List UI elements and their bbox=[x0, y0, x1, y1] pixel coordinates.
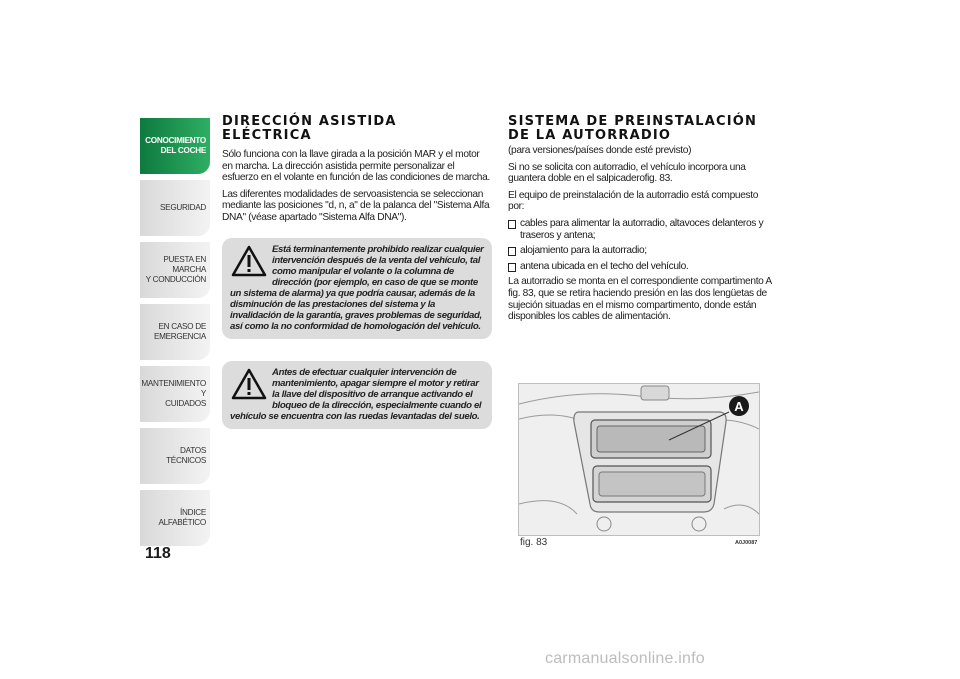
dashboard-illustration bbox=[519, 384, 759, 535]
figure-code: A0J0087 bbox=[735, 540, 758, 546]
page-number: 118 bbox=[145, 545, 171, 562]
section-title-autorradio-2: DE LA AUTORRADIO bbox=[508, 128, 672, 143]
warning-box bbox=[222, 361, 492, 429]
checkbox-bullet-icon bbox=[508, 220, 516, 229]
section-title-autorradio-1: SISTEMA DE PREINSTALACIÓN bbox=[508, 114, 758, 129]
section-title-direccion: DIRECCIÓN ASISTIDA ELÉCTRICA bbox=[222, 114, 397, 143]
warning-box bbox=[222, 238, 492, 339]
warning-text: Antes de efectuar cualquier intervención de mantenimiento, apagar siempre el motor y retirar la llave del dispositivo de arranque activando el bloqueo de la dirección, especialmente cuando el vehículo se encuentra con las ruedas levantadas del suelo. bbox=[230, 366, 482, 422]
figure-83-radio-compartment bbox=[518, 383, 760, 536]
tab-conocimiento-del-coche[interactable]: CONOCIMIENTO DEL COCHE bbox=[140, 118, 210, 174]
right-column bbox=[508, 115, 776, 328]
paragraph: La autorradio se monta en el correspondiente compartimento A fig. 83, que se retira haciendo presión en las dos lengüetas de sujeción situadas en el mismo compartimento, donde están disponibles los cables de alimentación. bbox=[508, 276, 772, 323]
figure-label-a: A bbox=[734, 399, 744, 414]
list-item: antena ubicada en el techo del vehículo. bbox=[508, 261, 776, 273]
tab-seguridad[interactable]: SEGURIDAD bbox=[140, 180, 210, 236]
tab-indice-alfabetico[interactable]: ÍNDICE ALFABÉTICO bbox=[140, 490, 210, 546]
checkbox-bullet-icon bbox=[508, 263, 516, 272]
tab-datos-tecnicos[interactable]: DATOS TÉCNICOS bbox=[140, 428, 210, 484]
paragraph: Las diferentes modalidades de servoasistencia se seleccionan mediante las posiciones "d, n, a" de la palanca del "Sistema Alfa DNA" (véase apartado "Sistema Alfa DNA"). bbox=[222, 188, 490, 223]
watermark: carmanualsonline.info bbox=[545, 650, 705, 667]
chapter-sidebar bbox=[140, 118, 210, 552]
list-item: alojamiento para la autorradio; bbox=[508, 245, 776, 257]
tab-mantenimiento[interactable]: MANTENIMIENTO Y CUIDADOS bbox=[140, 366, 210, 422]
checkbox-bullet-icon bbox=[508, 247, 516, 256]
paragraph: Si no se solicita con autorradio, el vehículo incorpora una guantera doble en el salpicaderofig. 83. bbox=[508, 161, 746, 185]
tab-puesta-en-marcha[interactable]: PUESTA EN MARCHA Y CONDUCCIÓN bbox=[140, 242, 210, 298]
paragraph: El equipo de preinstalación de la autorradio está compuesto por: bbox=[508, 189, 759, 213]
paragraph: (para versiones/países donde esté previsto) bbox=[508, 145, 692, 156]
warning-text: Está terminantemente prohibido realizar cualquier intervención después de la venta del vehículo, tal como manipular el volante o la columna de dirección (por ejemplo, en caso de que se monte un sistema de alarma) ya que podría causar, además de la disminución de las prestaciones del sistema y la invalidación de la garantía, graves problemas de seguridad, así como la no conformidad de homologación del vehículo. bbox=[230, 243, 484, 332]
list-item: cables para alimentar la autorradio, altavoces delanteros y traseros y antena; bbox=[508, 218, 776, 241]
tab-en-caso-de-emergencia[interactable]: EN CASO DE EMERGENCIA bbox=[140, 304, 210, 360]
paragraph: Sólo funciona con la llave girada a la posición MAR y el motor en marcha. La dirección asistida permite personalizar el esfuerzo en el volante en función de las condiciones de marcha. bbox=[222, 149, 490, 184]
left-column bbox=[222, 115, 492, 443]
warning-triangle-icon bbox=[230, 367, 268, 401]
warning-triangle-icon bbox=[230, 244, 268, 278]
figure-caption: fig. 83 bbox=[520, 537, 548, 548]
